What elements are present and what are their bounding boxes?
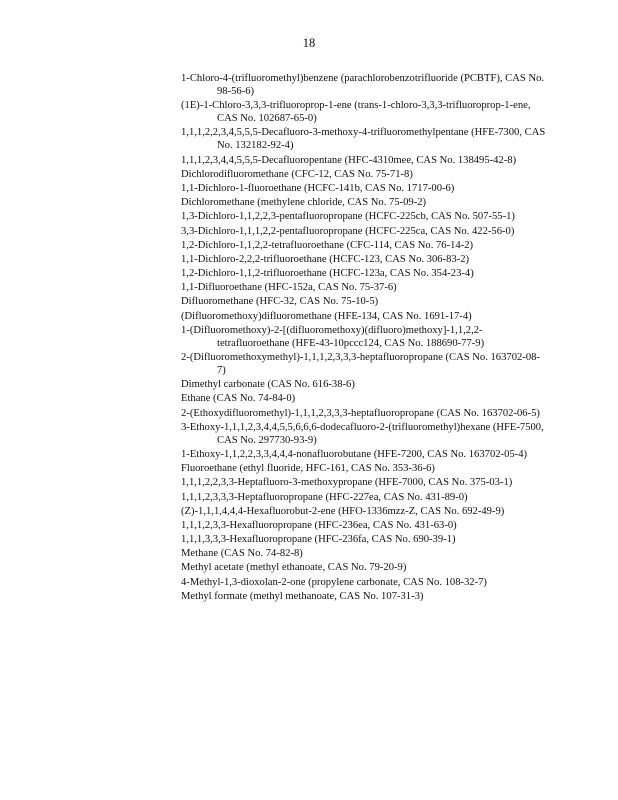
chemical-entry: 3,3-Dichloro-1,1,1,2,2-pentafluoropropane (HCFC-225ca, CAS No. 422-56-0) — [181, 225, 515, 237]
chemical-entry: 1-(Difluoromethoxy)-2-[(difluoromethoxy)(difluoro)methoxy]-1,1,2,2-tetrafluoroethane (HFE-43-10pccc124, CAS No. 188690-77-9) — [181, 324, 485, 349]
chemical-entry: 1-Ethoxy-1,1,2,2,3,3,4,4,4-nonafluorobutane (HFE-7200, CAS No. 163702-05-4) — [181, 448, 528, 460]
chemical-entry: 1,1-Dichloro-2,2,2-trifluoroethane (HCFC-123, CAS No. 306-83-2) — [181, 253, 470, 265]
chemical-entry: Dichlorodifluoromethane (CFC-12, CAS No. 75-71-8) — [181, 168, 413, 180]
chemical-entry: (Difluoromethoxy)difluoromethane (HFE-134, CAS No. 1691-17-4) — [181, 310, 472, 322]
chemical-entry: 1,1,1,2,3,3-Hexafluoropropane (HFC-236ea, CAS No. 431-63-0) — [181, 519, 457, 531]
chemical-entry: 1,2-Dichloro-1,1,2,2-tetrafluoroethane (CFC-114, CAS No. 76-14-2) — [181, 239, 474, 251]
chemical-entry: Methane (CAS No. 74-82-8) — [181, 548, 303, 560]
chemical-entry: 3-Ethoxy-1,1,1,2,3,4,4,5,5,6,6,6-dodecafluoro-2-(trifluoromethyl)hexane (HFE-7500, CAS No. 297730-93-9) — [181, 421, 544, 446]
chemical-entry: 1,1-Difluoroethane (HFC-152a, CAS No. 75-37-6) — [181, 282, 397, 294]
chemical-entry: Methyl acetate (methyl ethanoate, CAS No. 79-20-9) — [181, 562, 407, 574]
chemical-entry: 1,1,1,2,3,3,3-Heptafluoropropane (HFC-227ea, CAS No. 431-89-0) — [181, 491, 468, 503]
chemical-entry: Dichloromethane (methylene chloride, CAS No. 75-09-2) — [181, 197, 427, 209]
chemical-entry: Difluoromethane (HFC-32, CAS No. 75-10-5) — [181, 296, 379, 308]
chemical-entry: 1,3-Dichloro-1,1,2,2,3-pentafluoropropane (HCFC-225cb, CAS No. 507-55-1) — [181, 211, 515, 223]
chemical-entry: 1,1,1,3,3,3-Hexafluoropropane (HFC-236fa, CAS No. 690-39-1) — [181, 534, 456, 546]
chemical-entry: 1,1-Dichloro-1-fluoroethane (HCFC-141b, CAS No. 1717-00-6) — [181, 182, 455, 194]
chemical-list — [181, 72, 546, 604]
chemical-entry: Fluoroethane (ethyl fluoride, HFC-161, CAS No. 353-36-6) — [181, 463, 435, 475]
chemical-entry: Ethane (CAS No. 74-84-0) — [181, 393, 296, 405]
chemical-entry: 1-Chloro-4-(trifluoromethyl)benzene (parachlorobenzotrifluoride (PCBTF), CAS No. 98-56-6) — [181, 73, 545, 97]
chemical-entry: 2-(Ethoxydifluoromethyl)-1,1,1,2,3,3,3-heptafluoropropane (CAS No. 163702-06-5) — [181, 407, 540, 419]
chemical-entry: Dimethyl carbonate (CAS No. 616-38-6) — [181, 379, 355, 391]
chemical-entry: 1,1,1,2,2,3,4,5,5,5-Decafluoro-3-methoxy-4-trifluoromethylpentane (HFE-7300, CAS No. 132182-92-4) — [181, 127, 546, 152]
chemical-entry: Methyl formate (methyl methanoate, CAS No. 107-31-3) — [181, 590, 424, 602]
chemical-entry: 1,2-Dichloro-1,1,2-trifluoroethane (HCFC-123a, CAS No. 354-23-4) — [181, 268, 474, 280]
chemical-entry: 2-(Difluoromethoxymethyl)-1,1,1,2,3,3,3-heptafluoropropane (CAS No. 163702-08-7) — [181, 352, 540, 376]
chemical-entry: 4-Methyl-1,3-dioxolan-2-one (propylene carbonate, CAS No. 108-32-7) — [181, 576, 487, 588]
chemical-entry: 1,1,1,2,3,4,4,5,5,5-Decafluoropentane (HFC-4310mee, CAS No. 138495-42-8) — [181, 154, 517, 166]
chemical-entry: 1,1,1,2,2,3,3-Heptafluoro-3-methoxypropane (HFE-7000, CAS No. 375-03-1) — [181, 477, 513, 489]
page-number: 18 — [302, 36, 316, 50]
chemical-entry: (Z)-1,1,1,4,4,4-Hexafluorobut-2-ene (HFO-1336mzz-Z, CAS No. 692-49-9) — [181, 505, 505, 517]
chemical-entry: (1E)-1-Chloro-3,3,3-trifluoroprop-1-ene (trans-1-chloro-3,3,3-trifluoroprop-1-ene, CAS No. 102687-65-0) — [181, 100, 531, 125]
